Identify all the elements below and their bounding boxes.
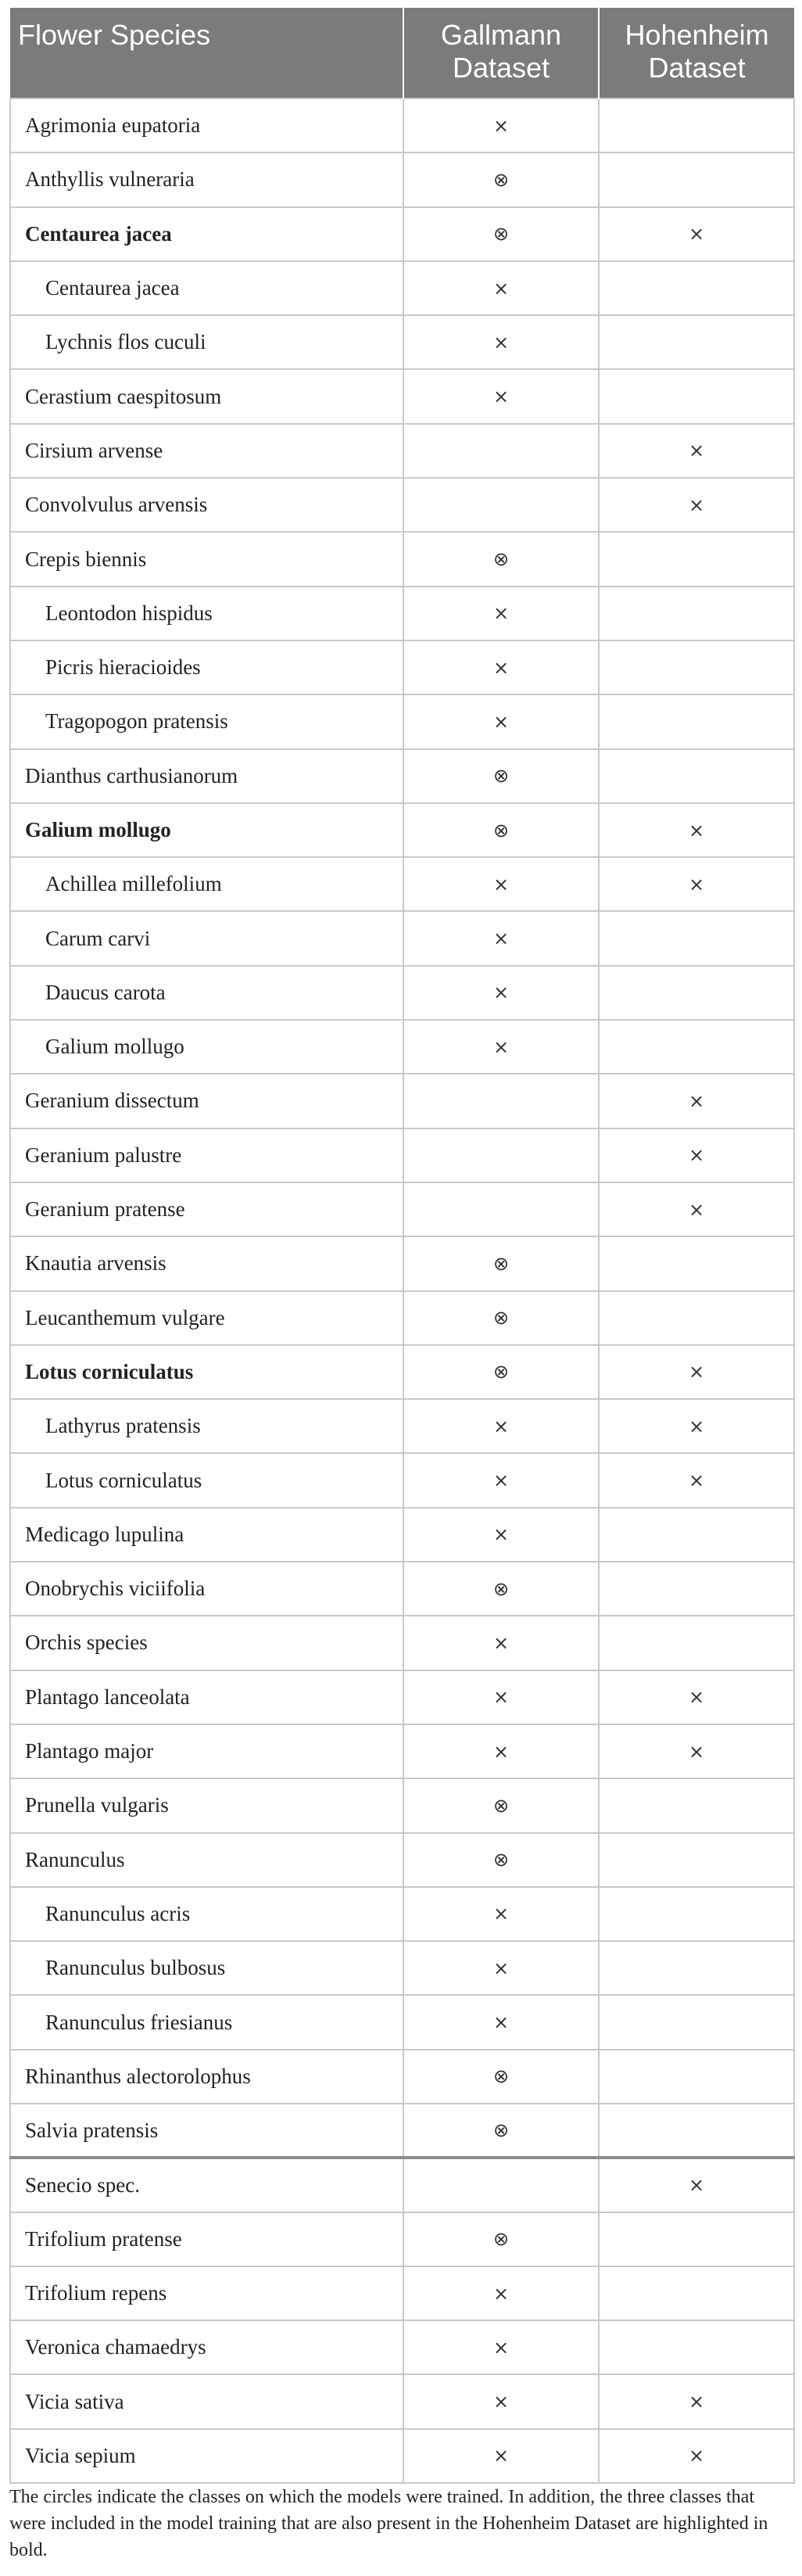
table-row [10, 2104, 794, 2158]
table-row [10, 1399, 794, 1453]
species-name-cell: Ranunculus friesianus [10, 1995, 403, 2049]
table-row [10, 424, 794, 478]
species-name-cell: Rhinanthus alectorolophus [10, 2050, 403, 2104]
species-table-container [9, 8, 793, 2484]
species-name-cell: Convolvulus arvensis [10, 478, 403, 532]
header-hohenheim-dataset [599, 8, 794, 99]
species-name-cell: Lotus corniculatus [10, 1453, 403, 1507]
gallmann-mark-cell: ⊗ [403, 1562, 599, 1616]
gallmann-mark-cell: × [403, 857, 599, 911]
hohenheim-mark-cell: × [599, 207, 794, 261]
hohenheim-mark-cell [599, 315, 794, 369]
table-body [10, 99, 794, 2483]
table-row [10, 911, 794, 965]
gallmann-mark-cell: ⊗ [403, 1778, 599, 1832]
hohenheim-mark-cell: × [599, 1399, 794, 1453]
gallmann-mark-cell: × [403, 99, 599, 152]
gallmann-mark-cell: ⊗ [403, 749, 599, 803]
table-row [10, 207, 794, 261]
table-row [10, 1616, 794, 1670]
gallmann-mark-cell: × [403, 315, 599, 369]
gallmann-mark-cell: × [403, 2266, 599, 2320]
species-name-cell: Vicia sativa [10, 2374, 403, 2428]
gallmann-mark-cell [403, 1182, 599, 1236]
species-name-cell: Onobrychis viciifolia [10, 1562, 403, 1616]
species-name-cell: Lathyrus pratensis [10, 1399, 403, 1453]
gallmann-mark-cell: ⊗ [403, 2050, 599, 2104]
gallmann-mark-cell: × [403, 2374, 599, 2428]
hohenheim-mark-cell [599, 1508, 794, 1562]
species-name-cell: Veronica chamaedrys [10, 2320, 403, 2374]
table-row [10, 1724, 794, 1778]
hohenheim-mark-cell [599, 261, 794, 315]
header-gallmann-line2: Dataset [452, 52, 550, 84]
hohenheim-mark-cell [599, 1291, 794, 1345]
table-row [10, 261, 794, 315]
gallmann-mark-cell: × [403, 1724, 599, 1778]
species-name-cell: Trifolium pratense [10, 2212, 403, 2266]
table-row [10, 1020, 794, 1074]
hohenheim-mark-cell [599, 532, 794, 586]
hohenheim-mark-cell: × [599, 1453, 794, 1507]
hohenheim-mark-cell [599, 749, 794, 803]
hohenheim-mark-cell: × [599, 1345, 794, 1399]
header-hohenheim-line1: Hohenheim [625, 19, 769, 51]
hohenheim-mark-cell: × [599, 2158, 794, 2212]
hohenheim-mark-cell [599, 1887, 794, 1941]
table-row [10, 1182, 794, 1236]
hohenheim-mark-cell [599, 369, 794, 423]
gallmann-mark-cell [403, 2158, 599, 2212]
hohenheim-mark-cell: × [599, 2429, 794, 2483]
species-name-cell: Daucus carota [10, 966, 403, 1020]
hohenheim-mark-cell [599, 1562, 794, 1616]
gallmann-mark-cell: × [403, 369, 599, 423]
header-species-label: Flower Species [18, 19, 211, 51]
hohenheim-mark-cell [599, 911, 794, 965]
species-table [9, 8, 795, 2484]
species-name-cell: Leucanthemum vulgare [10, 1291, 403, 1345]
hohenheim-mark-cell [599, 966, 794, 1020]
species-name-cell: Picris hieracioides [10, 640, 403, 694]
hohenheim-mark-cell [599, 694, 794, 748]
hohenheim-mark-cell: × [599, 1182, 794, 1236]
table-row [10, 1345, 794, 1399]
hohenheim-mark-cell [599, 640, 794, 694]
species-name-cell: Plantago major [10, 1724, 403, 1778]
table-row [10, 478, 794, 532]
table-row [10, 1833, 794, 1887]
table-row [10, 1778, 794, 1832]
table-row [10, 640, 794, 694]
species-name-cell: Dianthus carthusianorum [10, 749, 403, 803]
species-name-cell: Orchis species [10, 1616, 403, 1670]
species-name-cell: Galium mollugo [10, 803, 403, 857]
hohenheim-mark-cell: × [599, 478, 794, 532]
table-row [10, 857, 794, 911]
gallmann-mark-cell: × [403, 2320, 599, 2374]
gallmann-mark-cell: ⊗ [403, 1236, 599, 1290]
species-name-cell: Anthyllis vulneraria [10, 152, 403, 206]
gallmann-mark-cell: ⊗ [403, 152, 599, 206]
hohenheim-mark-cell [599, 1020, 794, 1074]
gallmann-mark-cell [403, 1074, 599, 1128]
gallmann-mark-cell [403, 478, 599, 532]
table-row [10, 1887, 794, 1941]
gallmann-mark-cell: × [403, 1941, 599, 1995]
hohenheim-mark-cell: × [599, 1128, 794, 1182]
species-name-cell: Plantago lanceolata [10, 1670, 403, 1724]
species-name-cell: Lotus corniculatus [10, 1345, 403, 1399]
table-row [10, 1995, 794, 2049]
table-row [10, 1236, 794, 1290]
table-row [10, 369, 794, 423]
species-name-cell: Centaurea jacea [10, 261, 403, 315]
table-row [10, 749, 794, 803]
table-row [10, 2429, 794, 2483]
header-gallmann-line1: Gallmann [440, 19, 562, 51]
species-name-cell: Carum carvi [10, 911, 403, 965]
gallmann-mark-cell: × [403, 1995, 599, 2049]
species-name-cell: Lychnis flos cuculi [10, 315, 403, 369]
table-row [10, 1453, 794, 1507]
table-row [10, 587, 794, 640]
hohenheim-mark-cell [599, 2266, 794, 2320]
gallmann-mark-cell: × [403, 1453, 599, 1507]
gallmann-mark-cell: × [403, 1399, 599, 1453]
species-name-cell: Trifolium repens [10, 2266, 403, 2320]
species-name-cell: Centaurea jacea [10, 207, 403, 261]
table-footnote: The circles indicate the classes on which the models were trained. In addition, the three classes that were included in the model training that are also present in the Hohenheim Dataset are highlighted in bold. [9, 2487, 768, 2560]
table-row [10, 2050, 794, 2104]
hohenheim-mark-cell [599, 2104, 794, 2158]
table-row [10, 99, 794, 152]
table-header [10, 8, 794, 99]
species-name-cell: Medicago lupulina [10, 1508, 403, 1562]
table-row [10, 1128, 794, 1182]
table-row [10, 1291, 794, 1345]
species-name-cell: Ranunculus acris [10, 1887, 403, 1941]
gallmann-mark-cell: ⊗ [403, 2104, 599, 2158]
gallmann-mark-cell: ⊗ [403, 1291, 599, 1345]
species-name-cell: Knautia arvensis [10, 1236, 403, 1290]
table-row [10, 2374, 794, 2428]
hohenheim-mark-cell [599, 152, 794, 206]
hohenheim-mark-cell: × [599, 803, 794, 857]
species-name-cell: Ranunculus bulbosus [10, 1941, 403, 1995]
hohenheim-mark-cell: × [599, 2374, 794, 2428]
species-name-cell: Geranium pratense [10, 1182, 403, 1236]
table-row [10, 1941, 794, 1995]
table-row [10, 1074, 794, 1128]
species-name-cell: Galium mollugo [10, 1020, 403, 1074]
gallmann-mark-cell: ⊗ [403, 207, 599, 261]
gallmann-mark-cell: ⊗ [403, 2212, 599, 2266]
hohenheim-mark-cell: × [599, 1074, 794, 1128]
gallmann-mark-cell: ⊗ [403, 803, 599, 857]
header-row [10, 8, 794, 99]
gallmann-mark-cell [403, 424, 599, 478]
hohenheim-mark-cell: × [599, 1724, 794, 1778]
gallmann-mark-cell: × [403, 1887, 599, 1941]
table-row [10, 1562, 794, 1616]
gallmann-mark-cell: × [403, 1020, 599, 1074]
table-row [10, 152, 794, 206]
hohenheim-mark-cell [599, 1941, 794, 1995]
hohenheim-mark-cell [599, 1995, 794, 2049]
hohenheim-mark-cell [599, 2212, 794, 2266]
table-row [10, 966, 794, 1020]
hohenheim-mark-cell [599, 1778, 794, 1832]
table-row [10, 694, 794, 748]
gallmann-mark-cell: × [403, 587, 599, 640]
species-name-cell: Crepis biennis [10, 532, 403, 586]
gallmann-mark-cell: ⊗ [403, 1345, 599, 1399]
gallmann-mark-cell: × [403, 1616, 599, 1670]
species-name-cell: Cirsium arvense [10, 424, 403, 478]
hohenheim-mark-cell: × [599, 857, 794, 911]
header-hohenheim-line2: Dataset [648, 52, 746, 84]
gallmann-mark-cell: × [403, 694, 599, 748]
gallmann-mark-cell: × [403, 911, 599, 965]
header-flower-species [10, 8, 403, 99]
hohenheim-mark-cell [599, 1833, 794, 1887]
species-name-cell: Geranium dissectum [10, 1074, 403, 1128]
species-name-cell: Vicia sepium [10, 2429, 403, 2483]
gallmann-mark-cell: × [403, 966, 599, 1020]
gallmann-mark-cell: × [403, 1670, 599, 1724]
table-row [10, 2158, 794, 2212]
species-name-cell: Senecio spec. [10, 2158, 403, 2212]
hohenheim-mark-cell [599, 587, 794, 640]
species-name-cell: Prunella vulgaris [10, 1778, 403, 1832]
gallmann-mark-cell: × [403, 2429, 599, 2483]
hohenheim-mark-cell [599, 2050, 794, 2104]
gallmann-mark-cell [403, 1128, 599, 1182]
species-name-cell: Cerastium caespitosum [10, 369, 403, 423]
species-name-cell: Geranium palustre [10, 1128, 403, 1182]
hohenheim-mark-cell: × [599, 1670, 794, 1724]
species-name-cell: Salvia pratensis [10, 2104, 403, 2158]
table-row [10, 315, 794, 369]
table-row [10, 803, 794, 857]
table-row [10, 532, 794, 586]
species-name-cell: Leontodon hispidus [10, 587, 403, 640]
table-row [10, 1670, 794, 1724]
species-name-cell: Ranunculus [10, 1833, 403, 1887]
table-row [10, 2320, 794, 2374]
gallmann-mark-cell: × [403, 261, 599, 315]
table-row [10, 2266, 794, 2320]
species-name-cell: Tragopogon pratensis [10, 694, 403, 748]
gallmann-mark-cell: ⊗ [403, 1833, 599, 1887]
hohenheim-mark-cell [599, 1236, 794, 1290]
species-name-cell: Achillea millefolium [10, 857, 403, 911]
header-gallmann-dataset [403, 8, 599, 99]
hohenheim-mark-cell: × [599, 424, 794, 478]
gallmann-mark-cell: ⊗ [403, 532, 599, 586]
table-row [10, 2212, 794, 2266]
species-name-cell: Agrimonia eupatoria [10, 99, 403, 152]
hohenheim-mark-cell [599, 99, 794, 152]
table-row [10, 1508, 794, 1562]
gallmann-mark-cell: × [403, 1508, 599, 1562]
gallmann-mark-cell: × [403, 640, 599, 694]
hohenheim-mark-cell [599, 2320, 794, 2374]
hohenheim-mark-cell [599, 1616, 794, 1670]
